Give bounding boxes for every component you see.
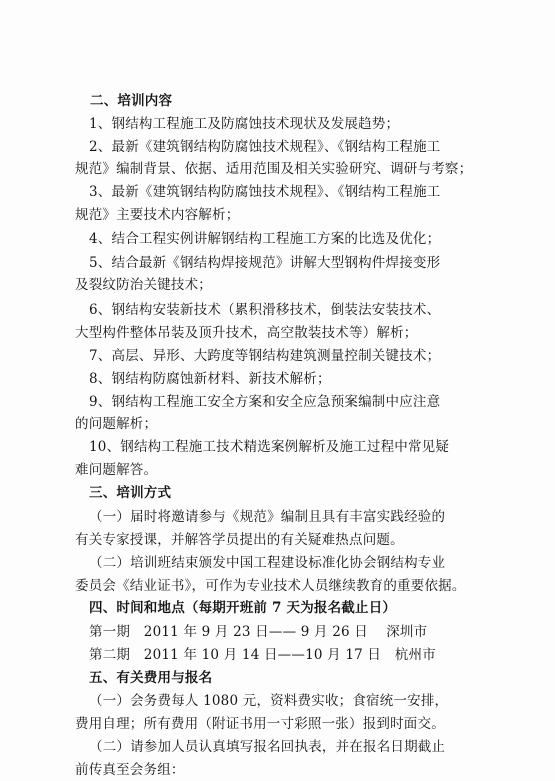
fees-line: 费用自理；所有费用（附证书用一寸彩照一张）报到时面交。 [75, 716, 445, 733]
content-line: 6、钢结构安装新技术（累积滑移技术，倒装法安装技术、 [89, 301, 441, 318]
content-line: 3、最新《建筑钢结构防腐蚀技术规程》、《钢结构工程施工 [89, 183, 441, 200]
content-line: 5、结合最新《钢结构焊接规范》讲解大型钢构件焊接变形 [89, 254, 441, 271]
method-line: 有关专家授课，并解答学员提出的有关疑难热点问题。 [75, 532, 404, 549]
fees-line: （一）会务费每人 1080 元，资料费实收；食宿统一安排， [89, 693, 449, 710]
section-heading-training-method: 三、培训方式 [89, 485, 172, 502]
content-line: 大型构件整体吊装及顶升技术，高空散装技术等）解析； [75, 324, 418, 341]
fees-line: 前传真至会务组： [75, 762, 185, 778]
content-line: 4、结合工程实例讲解钢结构工程施工方案的比选及优化； [89, 230, 441, 247]
section-heading-training-content: 二、培训内容 [90, 93, 173, 109]
session-line: 第二期 2011 年 10 月 14 日——10 月 17 日 杭州市 [89, 647, 436, 664]
content-line: 7、高层、异形、大跨度等钢结构建筑测量控制关键技术； [89, 347, 441, 364]
method-line: （二）培训班结束颁发中国工程建设标准化协会钢结构专业 [89, 555, 446, 572]
content-line: 10、钢结构工程施工技术精选案例解析及施工过程中常见疑 [89, 439, 450, 456]
content-line: 的问题解析； [75, 416, 158, 433]
content-line: 规范》主要技术内容解析； [75, 206, 240, 223]
method-line: 委员会《结业证书》，可作为专业技术人员继续教育的重要依据。 [75, 578, 466, 595]
content-line: 2、最新《建筑钢结构防腐蚀技术规程》、《钢结构工程施工 [89, 138, 441, 155]
content-line: 规范》编制背景、依据、适用范围及相关实验研究、调研与考察； [75, 160, 473, 177]
content-line: 难问题解答。 [75, 462, 158, 479]
method-line: （一）届时将邀请参与《规范》编制且具有丰富实践经验的 [89, 509, 446, 526]
content-line: 及裂纹防治关键技术； [75, 276, 212, 293]
fees-line: （二）请参加人员认真填写报名回执表，并在报名日期截止 [89, 739, 446, 756]
content-line: 1、钢结构工程施工及防腐蚀技术现状及发展趋势； [89, 115, 400, 132]
section-heading-fees: 五、有关费用与报名 [89, 670, 213, 687]
session-line: 第一期 2011 年 9 月 23 日—— 9 月 26 日 深圳市 [89, 624, 428, 641]
content-line: 8、钢结构防腐蚀新材料、新技术解析； [89, 370, 331, 387]
section-heading-time-place: 四、时间和地点（每期开班前 7 天为报名截止日） [89, 600, 397, 617]
content-line: 9、钢结构工程施工安全方案和安全应急预案编制中应注意 [89, 393, 441, 410]
